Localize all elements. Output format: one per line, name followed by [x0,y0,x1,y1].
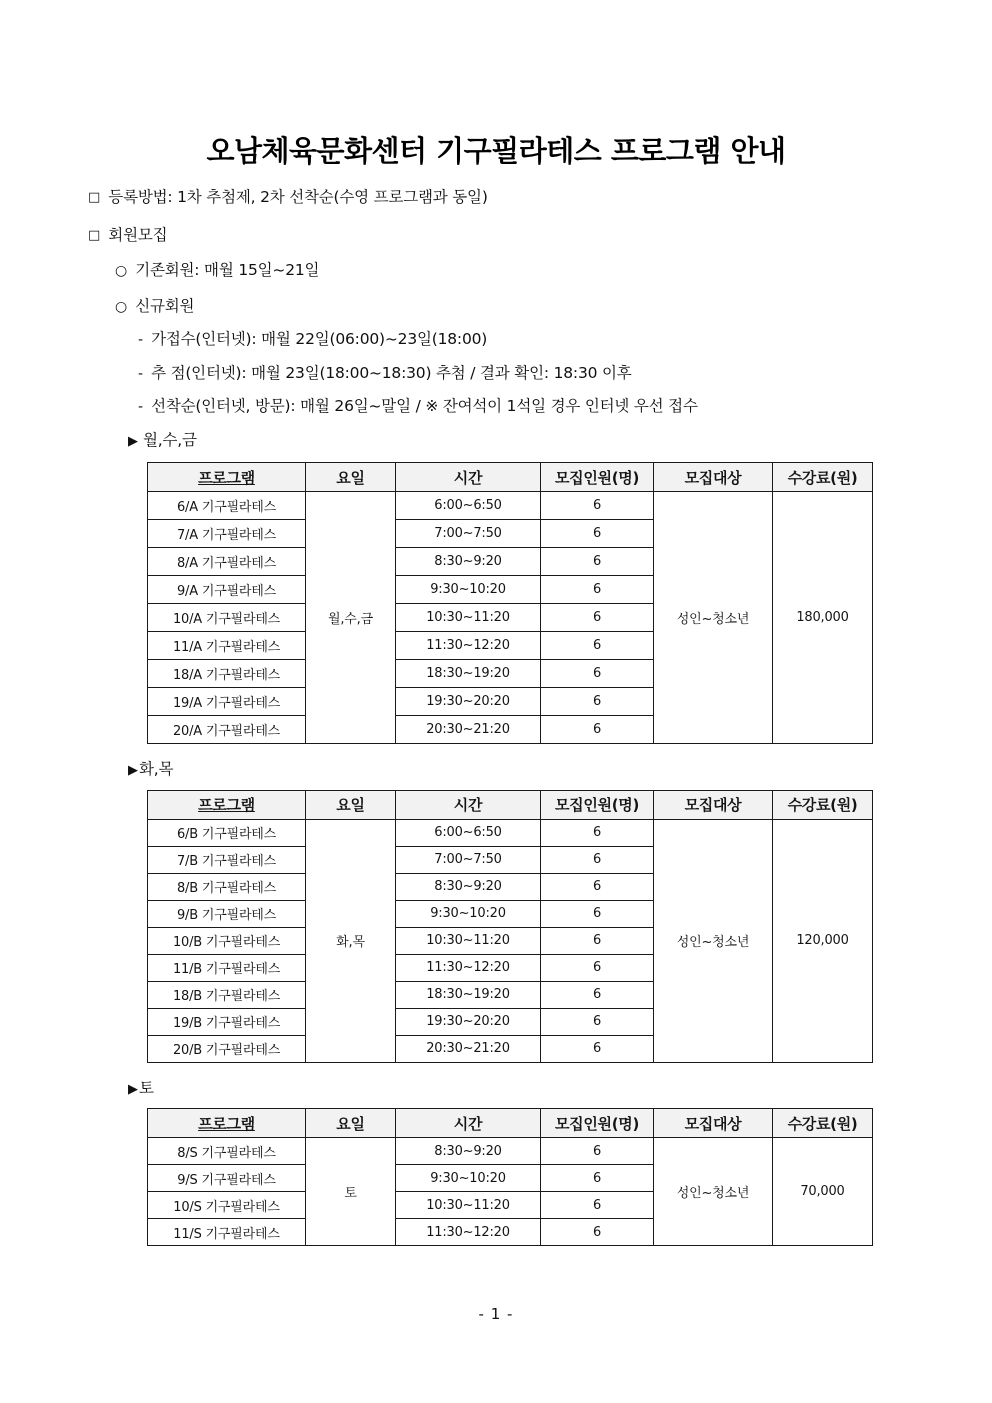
column-header [148,790,306,819]
cell-capacity: 6 [541,1138,654,1165]
notice-bullet-icon: □ [88,227,101,243]
notice-item-text: 회원모집 [108,225,168,244]
cell-capacity: 6 [541,520,654,548]
table-header-row [148,463,873,492]
notice-item-text: 신규회원 [135,296,195,315]
notice-item [0,399,992,415]
notice-bullet-icon: - [138,365,144,382]
column-header-label: 요일 [336,796,365,815]
notice-item [0,363,992,382]
cell-time: 19:30~20:20 [396,1008,541,1035]
cell-day: 화,목 [306,819,396,1062]
column-header [306,790,396,819]
cell-day: 토 [306,1138,396,1246]
cell-program: 9/S 기구필라테스 [148,1165,306,1192]
cell-capacity: 6 [541,981,654,1008]
column-header-label: 프로그램 [198,468,255,487]
column-header [773,463,873,492]
cell-program: 11/S 기구필라테스 [148,1219,306,1246]
cell-capacity: 6 [541,927,654,954]
cell-time: 6:00~6:50 [396,492,541,520]
cell-time: 10:30~11:20 [396,927,541,954]
cell-time: 8:30~9:20 [396,1138,541,1165]
cell-program: 8/A 기구필라테스 [148,548,306,576]
cell-program: 10/A 기구필라테스 [148,604,306,632]
cell-time: 9:30~10:20 [396,900,541,927]
cell-capacity: 6 [541,954,654,981]
column-header-label: 수강료(원) [787,796,858,815]
section-heading [0,1078,992,1097]
section-heading-label: 화,목 [139,760,174,779]
column-header-label: 모집인원(명) [554,468,640,487]
column-header-label: 모집대상 [684,1114,742,1133]
column-header [148,1109,306,1138]
cell-capacity: 6 [541,492,654,520]
cell-program: 11/B 기구필라테스 [148,954,306,981]
schedule-sections [0,430,992,1247]
column-header [654,790,773,819]
column-header-label: 시간 [453,796,483,815]
cell-program: 20/B 기구필라테스 [148,1035,306,1062]
cell-time: 6:00~6:50 [396,819,541,846]
cell-target: 성인~청소년 [654,819,773,1062]
cell-target: 성인~청소년 [654,1138,773,1246]
cell-capacity: 6 [541,576,654,604]
cell-time: 11:30~12:20 [396,632,541,660]
page-number: - 1 - [478,1305,514,1323]
column-header [773,790,873,819]
cell-program: 7/B 기구필라테스 [148,846,306,873]
cell-time: 7:00~7:50 [396,846,541,873]
cell-time: 20:30~21:20 [396,1035,541,1062]
section-heading-label: 월,수,금 [143,430,197,449]
cell-capacity: 6 [541,604,654,632]
notice-item [0,263,992,279]
cell-program: 10/B 기구필라테스 [148,927,306,954]
cell-capacity: 6 [541,688,654,716]
cell-capacity: 6 [541,1035,654,1062]
cell-day: 월,수,금 [306,492,396,744]
cell-capacity: 6 [541,873,654,900]
notice-bullet-icon: ○ [115,263,128,280]
section-heading [0,762,992,778]
column-header-label: 프로그램 [198,796,255,815]
cell-time: 18:30~19:20 [396,981,541,1008]
cell-capacity: 6 [541,1219,654,1246]
notice-item-text: 기존회원: 매월 15일~21일 [135,261,320,280]
notice-item-text: 선착순(인터넷, 방문): 매월 26일~말일 / ※ 잔여석이 1석일 경우 인터넷 우선 접수 [151,397,698,416]
cell-program: 20/A 기구필라테스 [148,716,306,744]
cell-capacity: 6 [541,819,654,846]
schedule-table-wrapper [0,790,992,1063]
notice-item [0,225,992,244]
cell-program: 8/S 기구필라테스 [148,1138,306,1165]
column-header [396,790,541,819]
cell-program: 18/B 기구필라테스 [148,981,306,1008]
notice-item [0,296,992,315]
column-header [306,1109,396,1138]
schedule-table-wrapper [0,462,992,744]
column-header [773,1109,873,1138]
column-header [148,463,306,492]
cell-time: 9:30~10:20 [396,1165,541,1192]
cell-capacity: 6 [541,548,654,576]
column-header-label: 모집인원(명) [554,796,640,815]
column-header [396,1109,541,1138]
cell-program: 7/A 기구필라테스 [148,520,306,548]
table-row [148,819,873,846]
cell-target: 성인~청소년 [654,492,773,744]
page-title: 오남체육문화센터 기구필라테스 프로그램 안내 [206,134,786,168]
cell-program: 19/A 기구필라테스 [148,688,306,716]
column-header-label: 요일 [336,1114,365,1133]
schedule-table [147,1108,873,1246]
column-header-label: 프로그램 [198,1114,255,1133]
table-row [148,1138,873,1165]
cell-capacity: 6 [541,1165,654,1192]
column-header-label: 수강료(원) [787,468,858,487]
cell-time: 10:30~11:20 [396,1192,541,1219]
cell-time: 20:30~21:20 [396,716,541,744]
cell-program: 9/A 기구필라테스 [148,576,306,604]
column-header [654,463,773,492]
table-header-row [148,790,873,819]
triangle-right-icon: ▶ [128,433,138,449]
cell-program: 8/B 기구필라테스 [148,873,306,900]
table-row [148,492,873,520]
notice-outline [0,190,992,415]
table-header-row [148,1109,873,1138]
notice-bullet-icon: - [138,332,144,349]
triangle-right-icon: ▶ [128,763,138,779]
column-header [541,463,654,492]
cell-fee: 120,000 [773,819,873,1062]
column-header [654,1109,773,1138]
schedule-table [147,790,873,1063]
column-header [541,790,654,819]
cell-capacity: 6 [541,846,654,873]
column-header-label: 모집대상 [684,468,742,487]
cell-time: 11:30~12:20 [396,1219,541,1246]
cell-time: 11:30~12:20 [396,954,541,981]
cell-time: 9:30~10:20 [396,576,541,604]
notice-bullet-icon: ○ [115,298,128,315]
cell-program: 9/B 기구필라테스 [148,900,306,927]
triangle-right-icon: ▶ [128,1081,138,1097]
column-header-label: 시간 [453,1114,483,1133]
cell-capacity: 6 [541,1008,654,1035]
cell-time: 19:30~20:20 [396,688,541,716]
section-heading [0,430,992,449]
column-header-label: 모집대상 [684,796,742,815]
cell-program: 6/A 기구필라테스 [148,492,306,520]
cell-time: 10:30~11:20 [396,604,541,632]
cell-capacity: 6 [541,632,654,660]
cell-time: 8:30~9:20 [396,873,541,900]
notice-item [0,190,992,206]
cell-capacity: 6 [541,660,654,688]
notice-item-text: 등록방법: 1차 추첨제, 2차 선착순(수영 프로그램과 동일) [108,188,488,207]
notice-item-text: 가접수(인터넷): 매월 22일(06:00)~23일(18:00) [151,330,488,349]
notice-bullet-icon: □ [88,190,101,206]
column-header-label: 모집인원(명) [554,1114,640,1133]
column-header-label: 요일 [336,468,365,487]
notice-bullet-icon: - [138,399,144,416]
notice-item [0,332,992,348]
column-header [396,463,541,492]
column-header [306,463,396,492]
cell-capacity: 6 [541,1192,654,1219]
cell-program: 11/A 기구필라테스 [148,632,306,660]
cell-program: 10/S 기구필라테스 [148,1192,306,1219]
column-header-label: 수강료(원) [787,1114,858,1133]
cell-program: 19/B 기구필라테스 [148,1008,306,1035]
notice-item-text: 추 점(인터넷): 매월 23일(18:00~18:30) 추첨 / 결과 확인: 18:30 이후 [151,363,632,382]
cell-fee: 180,000 [773,492,873,744]
cell-time: 7:00~7:50 [396,520,541,548]
cell-capacity: 6 [541,900,654,927]
cell-program: 18/A 기구필라테스 [148,660,306,688]
column-header [541,1109,654,1138]
cell-time: 18:30~19:20 [396,660,541,688]
section-heading-label: 토 [139,1078,154,1097]
cell-program: 6/B 기구필라테스 [148,819,306,846]
cell-fee: 70,000 [773,1138,873,1246]
schedule-table-wrapper [0,1108,992,1246]
cell-time: 8:30~9:20 [396,548,541,576]
column-header-label: 시간 [453,468,483,487]
cell-capacity: 6 [541,716,654,744]
schedule-table [147,462,873,744]
